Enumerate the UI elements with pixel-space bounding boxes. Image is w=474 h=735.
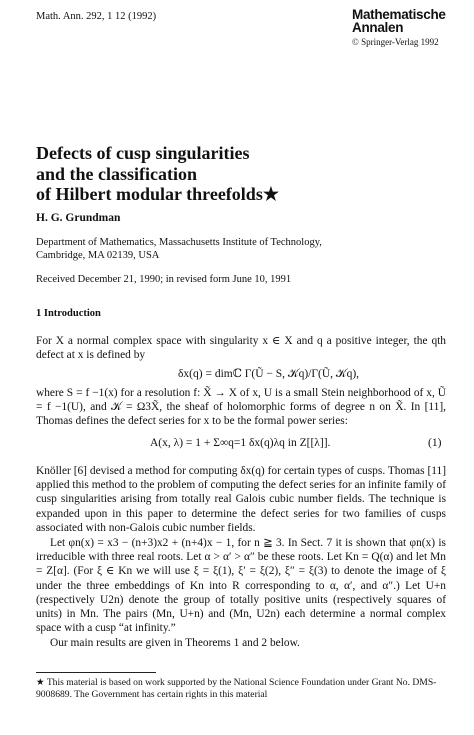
footnote-rule: [36, 672, 156, 673]
journal-logo-line2: Annalen: [352, 20, 404, 35]
journal-logo-line1: Mathematische: [352, 7, 446, 22]
affiliation-line-2: Cambridge, MA 02139, USA: [36, 250, 160, 261]
title-line-3: of Hilbert modular threefolds★: [36, 184, 279, 204]
author-name: H. G. Grundman: [36, 212, 121, 224]
title-line-2: and the classification: [36, 163, 198, 184]
paragraph-main-results: Our main results are given in Theorems 1 and 2 below.: [50, 637, 300, 649]
paragraph-polynomial: Let φn(x) = x3 − (n+3)x2 + (n+4)x − 1, for n ≧ 3. In Sect. 7 it is shown that φn(x) is irreducible with three real roots. Let α > α′ > α″ be these roots. Let Kn = Q(α) and let Mn = Z[α]. (For ξ ∈ Kn we will use ξ = ξ(1), ξ′ = ξ(2), ξ″ = ξ(3) to denote the image of ξ under the three embeddings of Kn into R corresponding to α, α′, and α″.) Let U+n (respectively U2n) denote the group of totally positive units (respectively squares of units) in Mn. The pairs (Mn, U+n) and (Mn, U2n) each determine a normal complex space with a cusp “at infinity.”: [36, 537, 446, 635]
author-affiliation: [36, 236, 446, 262]
footnote: ★ This material is based on work supported by the National Science Foundation under Grant No. DMS-9008689. The Government has certain rights in this material: [36, 677, 437, 700]
equation-number: (1): [428, 437, 442, 449]
paragraph-method: Knöller [6] devised a method for computing δx(q) for certain types of cusps. Thomas [11] applied this method to the problem of computing the defect series for an infinite family of cusp singularities arising from totally real Galois cubic number fields. The technique is expanded upon in this paper to determine the defect series for two families of cusps associated with non-Galois cubic number fields.: [36, 465, 446, 534]
title-line-1: Defects of cusp singularities: [36, 143, 250, 163]
copyright-notice: © Springer-Verlag 1992: [352, 37, 439, 47]
equation-defect-series: A(x, λ) = 1 + Σ∞q=1 δx(q)λq in Z[[λ]].: [150, 437, 331, 449]
equation-defect: δx(q) = dimℂ Γ(Ũ − S, 𝒦q)/Γ(Ũ, 𝒦q),: [178, 368, 360, 380]
paragraph-intro: For X a normal complex space with singularity x ∈ X and q a positive integer, the qth defect at x is defined by: [36, 335, 446, 362]
affiliation-line-1: Department of Mathematics, Massachusetts Institute of Technology,: [36, 237, 322, 248]
section-heading: 1 Introduction: [36, 308, 101, 319]
paper-title: [36, 143, 436, 205]
paragraph-definitions: where S = f −1(x) for a resolution f: X̃ → X of x, U is a small Stein neighborhood of x, Ũ = f −1(U), and 𝒦 = Ω3X̃, the sheaf of holomorphic forms of degree n on X̃. In [11], Thomas defines the defect series for x to be the formal power series:: [36, 387, 446, 428]
received-date: Received December 21, 1990; in revised form June 10, 1991: [36, 274, 292, 285]
journal-citation: Math. Ann. 292, 1 12 (1992): [36, 11, 157, 22]
journal-logo: [352, 8, 462, 34]
